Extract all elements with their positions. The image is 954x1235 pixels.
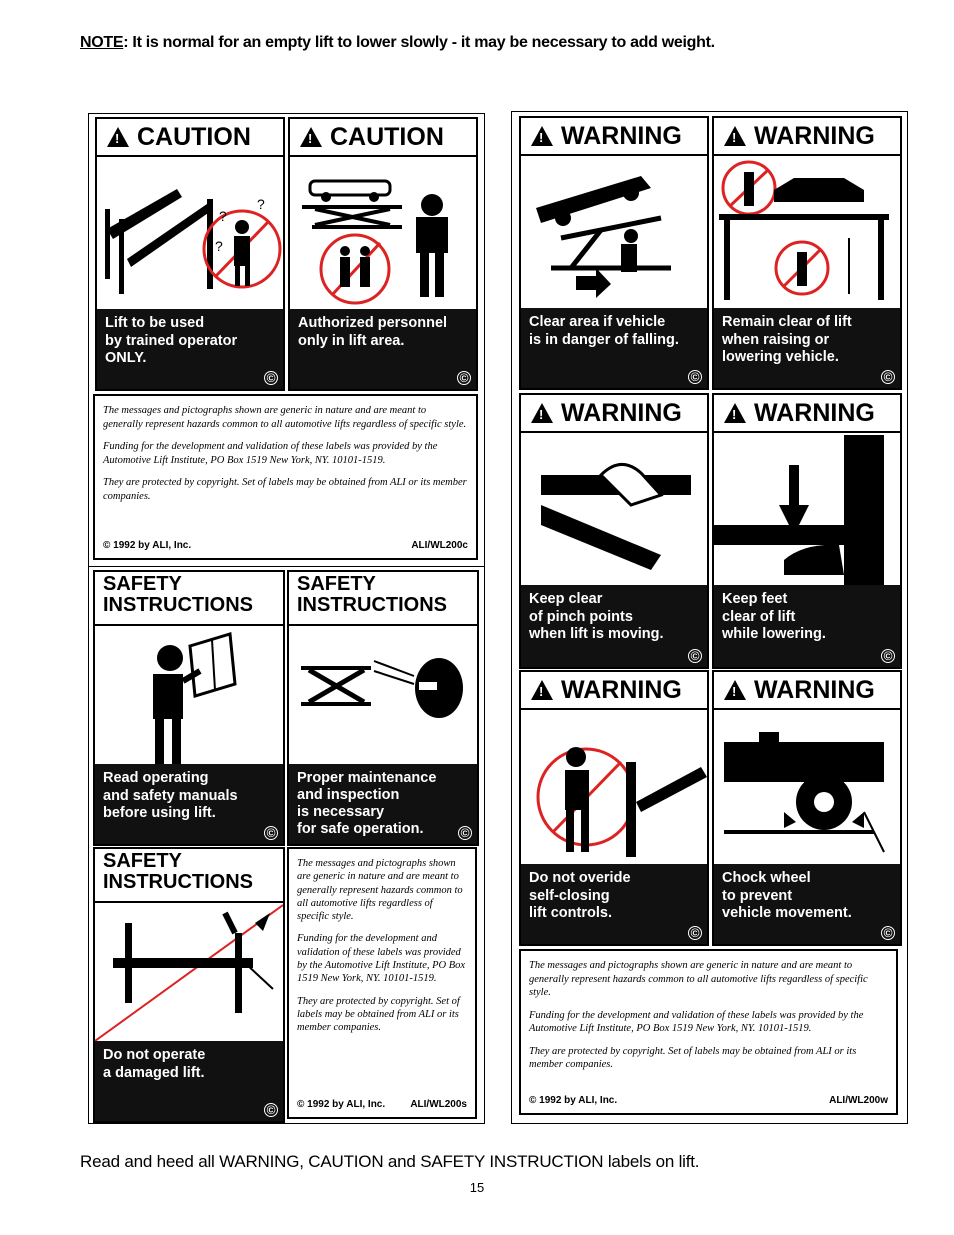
label-footer: Do not operate a damaged lift. ©: [95, 1041, 283, 1121]
self-closing-controls-pictogram-icon: [521, 712, 707, 862]
warning-label-chock-wheel: [712, 670, 902, 946]
label-footer: Proper maintenance and inspection is necessary for safe operation. ©: [289, 764, 477, 844]
copyright-icon: ©: [264, 826, 278, 840]
warning-label-vehicle-falling: [519, 116, 709, 390]
safety-info-box: [287, 847, 477, 1119]
label-footer: Chock wheel to prevent vehicle movement. ©: [714, 864, 900, 944]
warning-info-box: [519, 949, 898, 1115]
safety-label-maintenance: [287, 570, 479, 846]
label-header: ! WARNING: [521, 395, 707, 433]
caution-label-authorized-personnel: [288, 117, 478, 391]
info-paragraph: They are protected by copyright. Set of labels may be obtained from ALI or its member companies.: [529, 1045, 857, 1070]
caution-info-box: [93, 394, 478, 560]
note-prefix: NOTE: [80, 34, 124, 51]
warning-triangle-icon: [531, 680, 553, 700]
footer-instruction-text: Read and heed all WARNING, CAUTION and SAFETY INSTRUCTION labels on lift.: [80, 1152, 700, 1171]
copyright-icon: ©: [264, 371, 278, 385]
label-header: SAFETY INSTRUCTIONS: [289, 572, 477, 626]
copyright-icon: ©: [688, 370, 702, 384]
info-paragraph: Funding for the development and validation of these labels was provided by the Automotive Lift Institute, PO Box 1519 New York, NY. 10101-1519.: [529, 1009, 864, 1034]
remain-clear-pictogram-icon: [714, 158, 900, 306]
label-header: ! WARNING: [521, 118, 707, 156]
authorized-personnel-pictogram-icon: [290, 159, 476, 307]
info-footer: [103, 539, 468, 553]
pinch-points-pictogram-icon: [521, 435, 707, 585]
safety-label-read-manuals: [93, 570, 285, 846]
label-code: ALI/WL200s: [410, 1098, 467, 1110]
label-footer: Read operating and safety manuals before using lift. ©: [95, 764, 283, 844]
label-footer: Authorized personnel only in lift area. ©: [290, 309, 476, 389]
caution-label-sheet: [88, 113, 485, 567]
label-header: SAFETY INSTRUCTIONS: [95, 849, 283, 903]
label-header: SAFETY INSTRUCTIONS: [95, 572, 283, 626]
warning-triangle-icon: [107, 127, 129, 147]
copyright-icon: ©: [458, 826, 472, 840]
info-paragraph: Funding for the development and validation of these labels was provided by the Automotive Lift Institute, PO Box 1519 New York, NY. 10101-1519.: [297, 933, 466, 985]
falling-vehicle-pictogram-icon: [521, 158, 707, 306]
copyright-text: © 1992 by ALI, Inc.: [529, 1094, 618, 1106]
safety-label-sheet: [88, 566, 485, 1124]
label-footer: Do not overide self-closing lift controls. ©: [521, 864, 707, 944]
label-header: ! WARNING: [714, 395, 900, 433]
svg-text:?: ?: [257, 196, 265, 212]
copyright-text: © 1992 by ALI, Inc.: [297, 1098, 386, 1110]
copyright-icon: ©: [264, 1103, 278, 1117]
untrained-operator-pictogram-icon: [97, 159, 283, 307]
copyright-icon: ©: [688, 649, 702, 663]
info-paragraph: They are protected by copyright. Set of labels may be obtained from ALI or its member companies.: [103, 477, 467, 502]
copyright-icon: ©: [457, 371, 471, 385]
maintenance-pictogram-icon: [289, 626, 477, 766]
warning-triangle-icon: [724, 126, 746, 146]
warning-triangle-icon: [531, 403, 553, 423]
page-number: 15: [469, 1180, 485, 1195]
label-header: ! WARNING: [714, 118, 900, 156]
chock-wheel-pictogram-icon: [714, 712, 900, 862]
label-footer: Keep feet clear of lift while lowering. ©: [714, 585, 900, 667]
warning-label-remain-clear: [712, 116, 902, 390]
warning-triangle-icon: [724, 403, 746, 423]
warning-triangle-icon: [300, 127, 322, 147]
label-header: ! CAUTION: [290, 119, 476, 157]
svg-text:?: ?: [219, 208, 227, 224]
label-footer: Clear area if vehicle is in danger of falling. ©: [521, 308, 707, 388]
damaged-lift-pictogram-icon: [95, 903, 283, 1043]
copyright-text: © 1992 by ALI, Inc.: [103, 539, 192, 551]
label-header: ! CAUTION: [97, 119, 283, 157]
svg-text:?: ?: [215, 238, 223, 254]
note-text: [80, 34, 715, 52]
info-footer: [297, 1098, 467, 1111]
label-code: ALI/WL200w: [829, 1094, 888, 1106]
label-footer: Lift to be used by trained operator ONLY. ©: [97, 309, 283, 389]
warning-label-pinch-points: [519, 393, 709, 669]
copyright-icon: ©: [881, 926, 895, 940]
warning-label-sheet: [511, 111, 908, 1124]
info-footer: [529, 1094, 888, 1108]
warning-label-self-closing-controls: [519, 670, 709, 946]
copyright-icon: ©: [881, 370, 895, 384]
label-header: ! WARNING: [521, 672, 707, 710]
copyright-icon: ©: [688, 926, 702, 940]
info-paragraph: They are protected by copyright. Set of labels may be obtained from ALI or its member companies.: [297, 995, 460, 1034]
info-paragraph: The messages and pictographs shown are generic in nature and are meant to generally represent hazards common to all automotive lifts regardless of specific style.: [103, 405, 467, 430]
warning-triangle-icon: [724, 680, 746, 700]
info-paragraph: Funding for the development and validation of these labels was provided by the Automotive Lift Institute, PO Box 1519 New York, NY. 10101-1519.: [103, 441, 438, 466]
safety-label-damaged-lift: [93, 847, 285, 1123]
info-paragraph: The messages and pictographs shown are generic in nature and are meant to generally represent hazards common to all automotive lifts regardless of specific style.: [529, 960, 868, 998]
feet-clear-pictogram-icon: [714, 435, 900, 585]
label-code: ALI/WL200c: [411, 539, 468, 551]
caution-label-trained-operator: [95, 117, 285, 391]
label-footer: Remain clear of lift when raising or lowering vehicle. ©: [714, 308, 900, 388]
copyright-icon: ©: [881, 649, 895, 663]
warning-triangle-icon: [531, 126, 553, 146]
info-paragraph: The messages and pictographs shown are generic in nature and are meant to generally represent hazards common to all automotive lifts regardless of specific style.: [297, 858, 463, 923]
warning-label-keep-feet-clear: [712, 393, 902, 669]
note-body: : It is normal for an empty lift to lower slowly - it may be necessary to add weight.: [123, 34, 715, 51]
label-footer: Keep clear of pinch points when lift is moving. ©: [521, 585, 707, 667]
reading-manual-pictogram-icon: [95, 626, 283, 766]
label-header: ! WARNING: [714, 672, 900, 710]
